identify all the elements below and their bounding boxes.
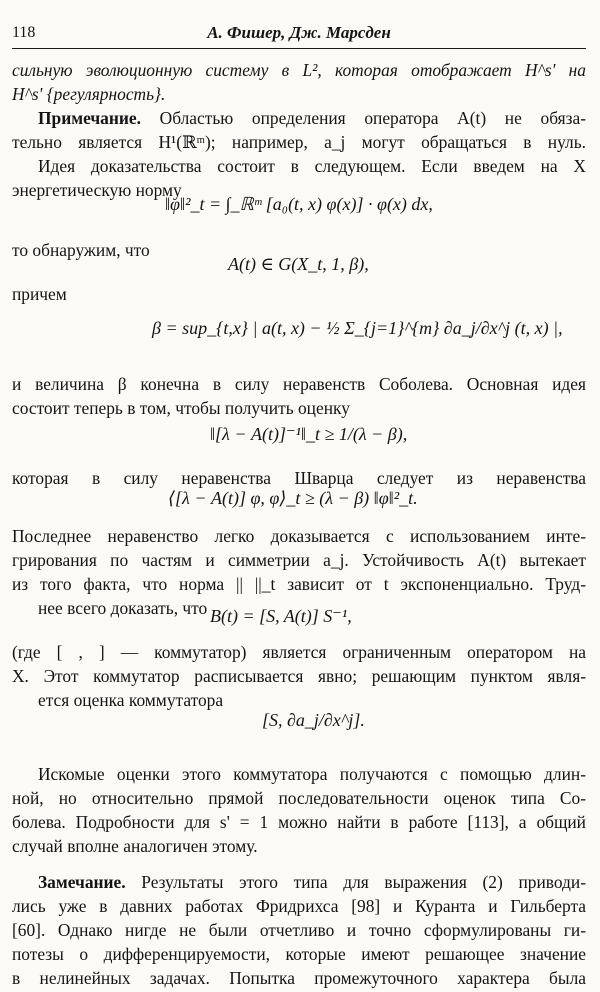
text-line: которая в силу неравенства Шварца следует из неравенства: [12, 468, 586, 488]
text-line: Идея доказательства состоит в следующем. Если введем на X: [38, 156, 586, 176]
text-line: болева. Подробности для s' = 1 можно найти в работе [113], а общий: [12, 812, 586, 832]
text-line: Искомые оценки этого коммутатора получаются с помощью длин-: [38, 764, 586, 784]
text-line: тельно является H¹(ℝᵐ); например, a_j могут обращаться в нуль.: [12, 132, 586, 152]
page-number: 118: [12, 24, 36, 41]
text-line: ной, но относительно прямой последовательности оценок типа Со-: [12, 788, 586, 808]
text-line: нее всего доказать, что: [38, 598, 208, 618]
text-line: из того факта, что норма || ||_t зависит от t экспоненциально. Труд-: [12, 574, 586, 594]
note-paragraph: Замечание. Результаты этого типа для выражения (2) приводи-: [38, 872, 586, 892]
text-line: и величина β конечна в силу неравенств Соболева. Основная идея: [12, 374, 586, 394]
equation-beta: β = sup_{t,x} | a(t, x) − ½ Σ_{j=1}^{m} ∂a_j/∂x^j (t, x) |,: [152, 318, 563, 338]
text-line: случай вполне аналогичен этому.: [12, 836, 258, 856]
text-line: состоит теперь в том, чтобы получить оценку: [12, 398, 350, 418]
running-title: А. Фишер, Дж. Марсден: [207, 23, 391, 42]
text-line: лись уже в давних работах Фридрихса [98] и Куранта и Гильберта: [12, 896, 586, 916]
equation-resolvent-estimate: ‖[λ − A(t)]⁻¹‖_t ≥ 1/(λ − β),: [210, 424, 408, 444]
text-line: в нелинейных задачах. Попытка промежуточного характера была: [12, 968, 586, 988]
equation-commutator: B(t) = [S, A(t)] S⁻¹,: [210, 606, 352, 626]
remark-label: Примечание.: [38, 108, 141, 128]
remark-paragraph: Примечание. Областью определения оператора A(t) не обяза-: [38, 108, 586, 128]
text-line: (где [ , ] — коммутатор) является ограниченным оператором на: [12, 642, 586, 662]
text-line: H^s' {регулярность}.: [12, 84, 166, 104]
text-line: потезы о дифференцируемости, которые имеют решающее значение: [12, 944, 586, 964]
text-line: причем: [12, 284, 67, 304]
equation-generator-class: A(t) ∈ G(X_t, 1, β),: [228, 254, 369, 274]
text-line: энергетическую норму: [12, 180, 182, 200]
text-line: то обнаружим, что: [12, 240, 150, 260]
text-line: ется оценка коммутатора: [38, 690, 224, 710]
page-header: [12, 22, 586, 49]
equation-energy-norm: ‖φ‖²_t = ∫_ℝᵐ [a₀(t, x) φ(x)] · φ(x) dx,: [165, 194, 433, 214]
text-line: сильную эволюционную систему в L², которая отображает H^s' на: [12, 60, 586, 80]
equation-commutator-estimate: [S, ∂a_j/∂x^j].: [262, 710, 365, 730]
text-line: Последнее неравенство легко доказывается с использованием инте-: [12, 526, 586, 546]
text-line: X. Этот коммутатор расписывается явно; решающим пунктом явля-: [12, 666, 586, 686]
text-line: [60]. Однако нигде не были отчетливо и точно сформулированы ги-: [12, 920, 586, 940]
note-label: Замечание.: [38, 872, 126, 892]
text-line: грирования по частям и симметрии a_j. Устойчивость A(t) вытекает: [12, 550, 586, 570]
equation-inequality: ⟨[λ − A(t)] φ, φ⟩_t ≥ (λ − β) ‖φ‖²_t.: [168, 488, 418, 508]
